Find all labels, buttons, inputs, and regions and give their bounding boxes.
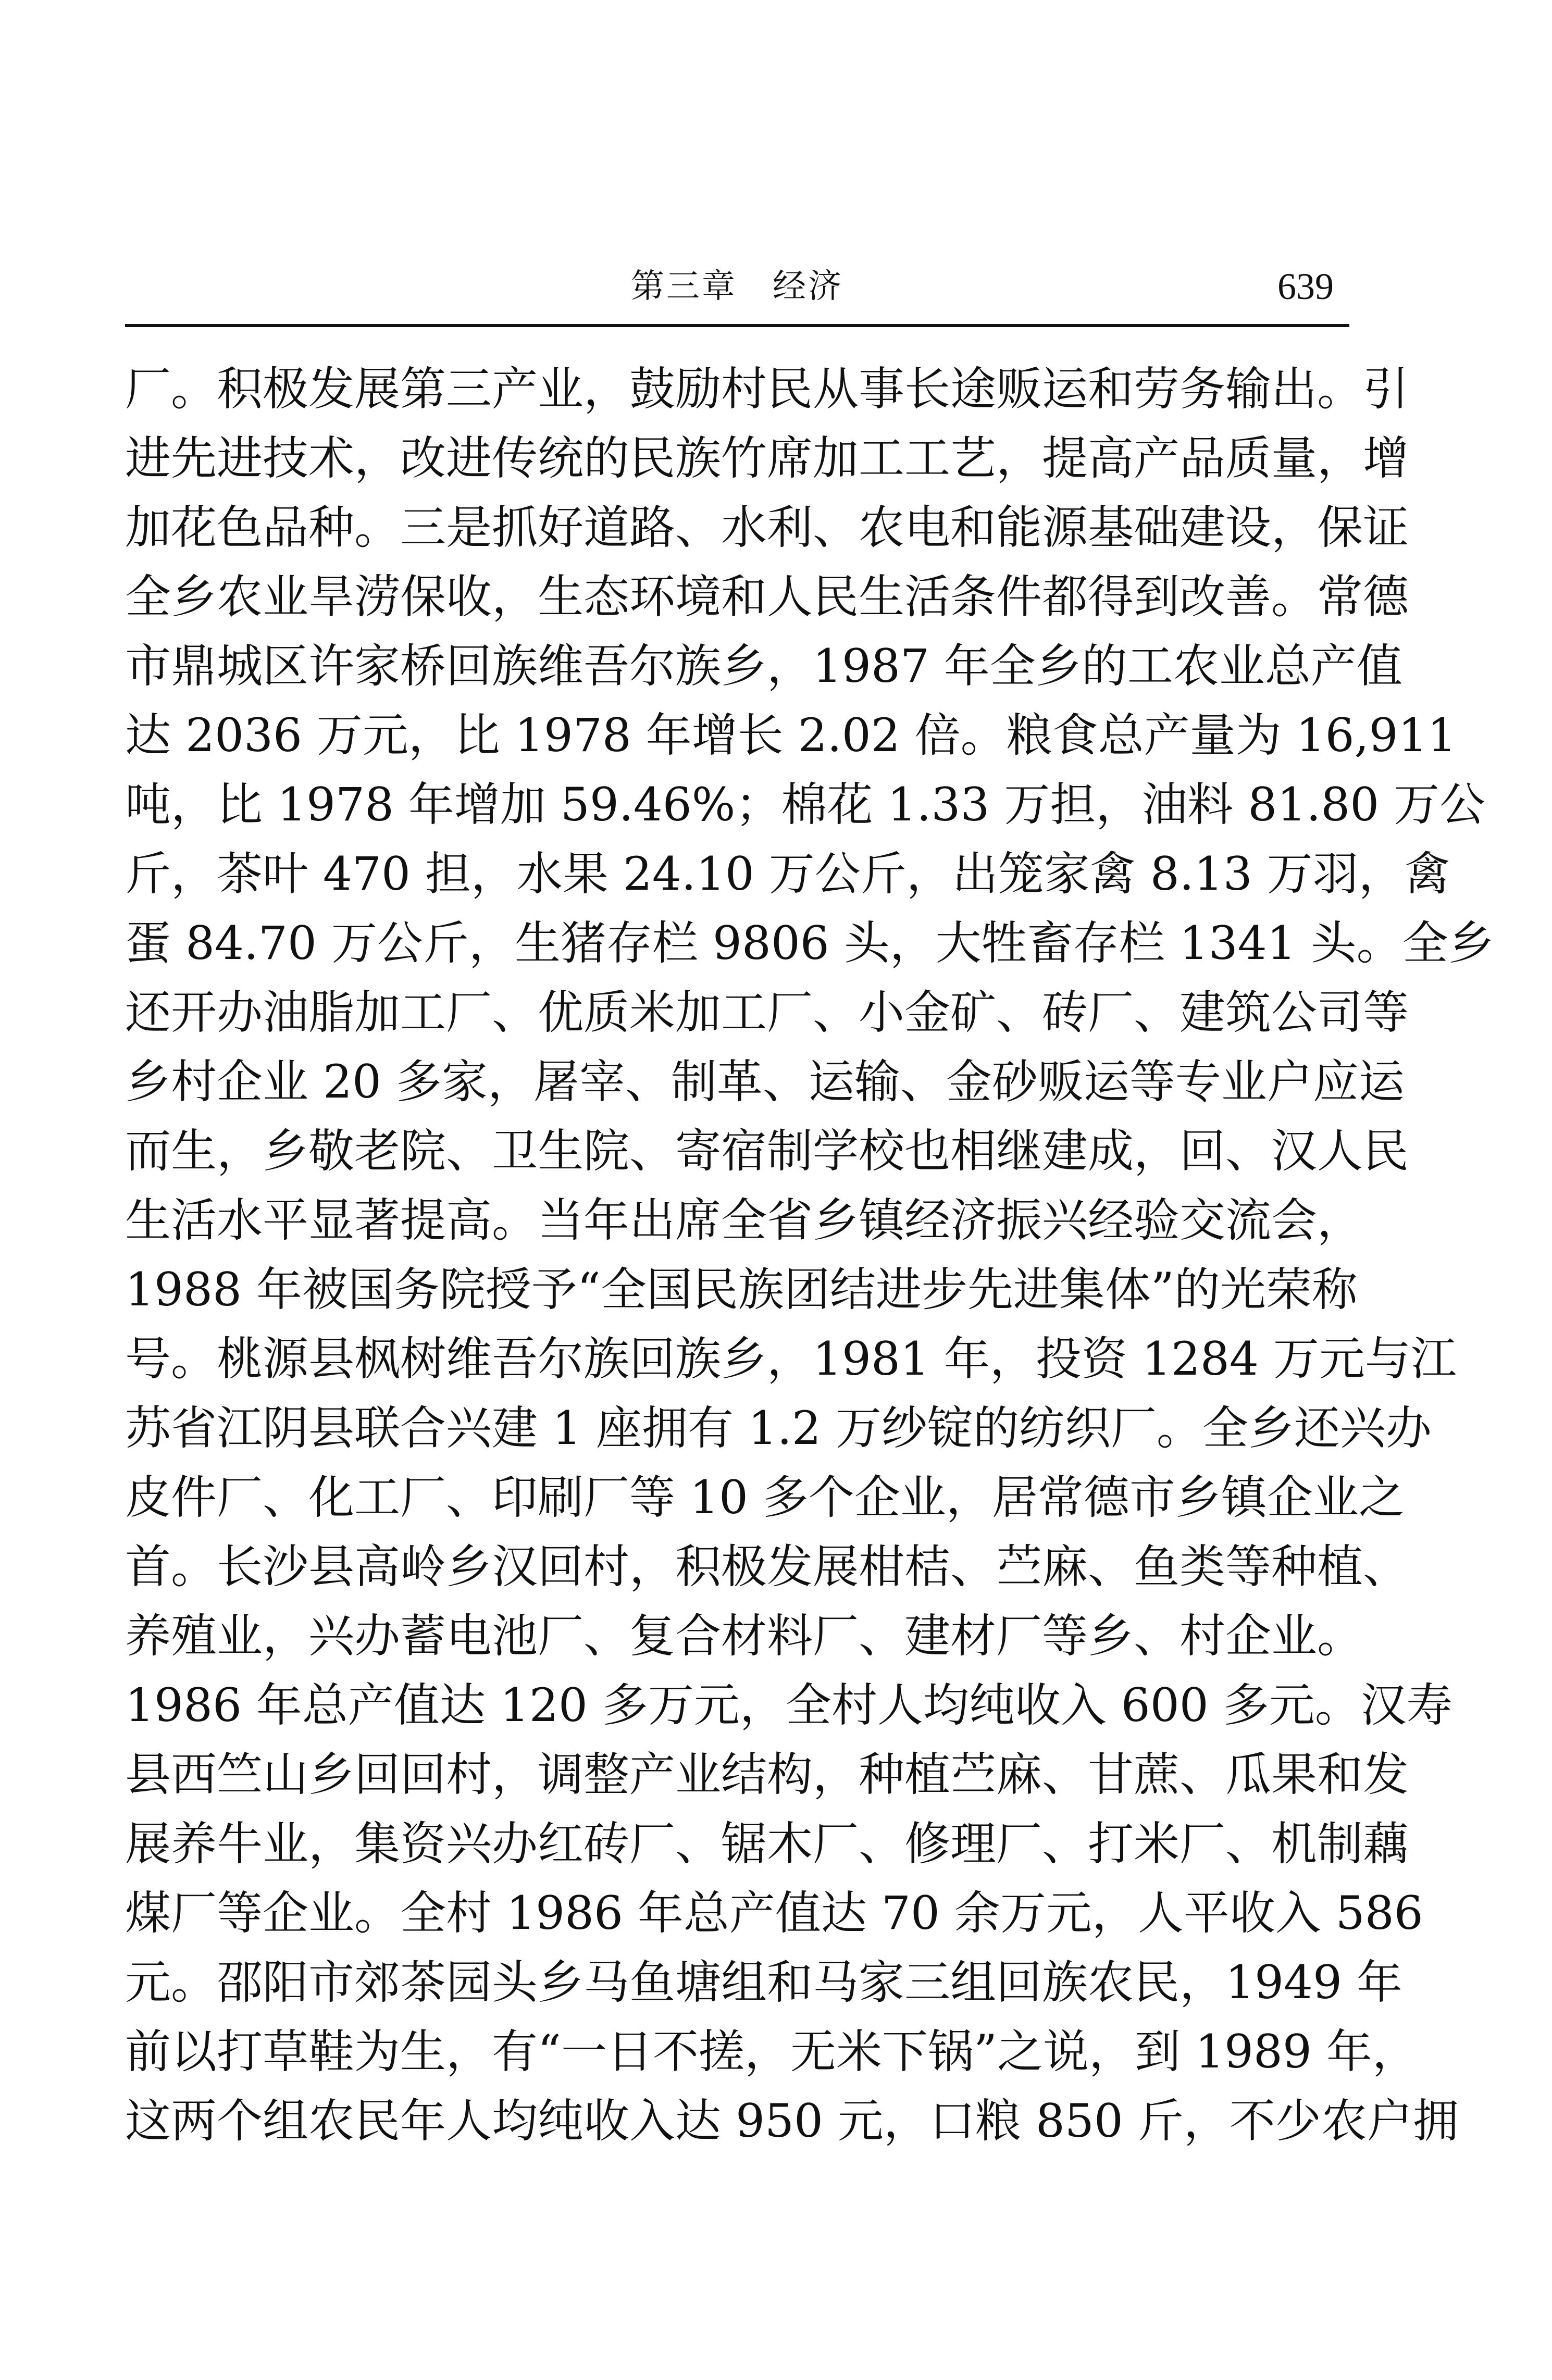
text-line: 斤，茶叶 470 担，水果 24.10 万公斤，出笼家禽 8.13 万羽，禽 bbox=[125, 847, 1450, 901]
text-line: 市鼎城区许家桥回族维吾尔族乡，1987 年全乡的工农业总产值 bbox=[125, 639, 1402, 693]
text-line: 达 2036 万元，比 1978 年增长 2.02 倍。粮食总产量为 16,911 bbox=[125, 708, 1457, 762]
text-line: 皮件厂、化工厂、印刷厂等 10 多个企业，居常德市乡镇企业之 bbox=[125, 1471, 1405, 1524]
text-line: 1986 年总产值达 120 多万元，全村人均纯收入 600 多元。汉寿 bbox=[125, 1678, 1452, 1732]
text-line: 进先进技术，改进传统的民族竹席加工工艺，提高产品质量，增 bbox=[125, 431, 1409, 485]
text-line: 乡村企业 20 多家，屠宰、制革、运输、金砂贩运等专业户应运 bbox=[125, 1055, 1405, 1108]
text-line: 还开办油脂加工厂、优质米加工厂、小金矿、砖厂、建筑公司等 bbox=[125, 986, 1409, 1039]
text-line: 展养牛业，集资兴办红砖厂、锯木厂、修理厂、打米厂、机制藕 bbox=[125, 1817, 1409, 1871]
header-rule bbox=[125, 324, 1349, 327]
text-line: 养殖业，兴办蓄电池厂、复合材料厂、建材厂等乡、村企业。 bbox=[125, 1609, 1363, 1663]
text-line: 这两个组农民年人均纯收入达 950 元，口粮 850 斤，不少农户拥 bbox=[125, 2094, 1459, 2148]
text-line: 厂。积极发展第三产业，鼓励村民从事长途贩运和劳务输出。引 bbox=[125, 362, 1409, 416]
text-line: 号。桃源县枫树维吾尔族回族乡，1981 年，投资 1284 万元与江 bbox=[125, 1332, 1457, 1386]
text-line: 全乡农业旱涝保收，生态环境和人民生活条件都得到改善。常德 bbox=[125, 570, 1409, 624]
text-line: 生活水平显著提高。当年出席全省乡镇经济振兴经验交流会， bbox=[125, 1193, 1363, 1247]
text-line: 加花色品种。三是抓好道路、水利、农电和能源基础建设，保证 bbox=[125, 501, 1409, 554]
text-line: 而生，乡敬老院、卫生院、寄宿制学校也相继建成，回、汉人民 bbox=[125, 1124, 1409, 1178]
text-line: 蛋 84.70 万公斤，生猪存栏 9806 头，大牲畜存栏 1341 头。全乡 bbox=[125, 916, 1494, 970]
running-header bbox=[125, 260, 1349, 318]
body-text bbox=[125, 354, 1494, 2155]
text-line: 县西竺山乡回回村，调整产业结构，种植苎麻、甘蔗、瓜果和发 bbox=[125, 1748, 1409, 1801]
text-line: 首。长沙县高岭乡汉回村，积极发展柑桔、苎麻、鱼类等种植、 bbox=[125, 1540, 1409, 1593]
text-line: 煤厂等企业。全村 1986 年总产值达 70 余万元，人平收入 586 bbox=[125, 1886, 1423, 1940]
text-line: 苏省江阴县联合兴建 1 座拥有 1.2 万纱锭的纺织厂。全乡还兴办 bbox=[125, 1401, 1432, 1455]
text-line: 前以打草鞋为生，有“一日不搓，无米下锅”之说，到 1989 年， bbox=[125, 2025, 1418, 2078]
text-line: 1988 年被国务院授予“全国民族团结进步先进集体”的光荣称 bbox=[125, 1263, 1358, 1316]
text-line: 元。邵阳市郊茶园头乡马鱼塘组和马家三组回族农民，1949 年 bbox=[125, 1955, 1402, 2009]
chapter-title: 第三章 经济 bbox=[631, 267, 843, 306]
page-number: 639 bbox=[1277, 266, 1334, 307]
text-line: 吨，比 1978 年增加 59.46%；棉花 1.33 万担，油料 81.80 万公 bbox=[125, 778, 1486, 831]
